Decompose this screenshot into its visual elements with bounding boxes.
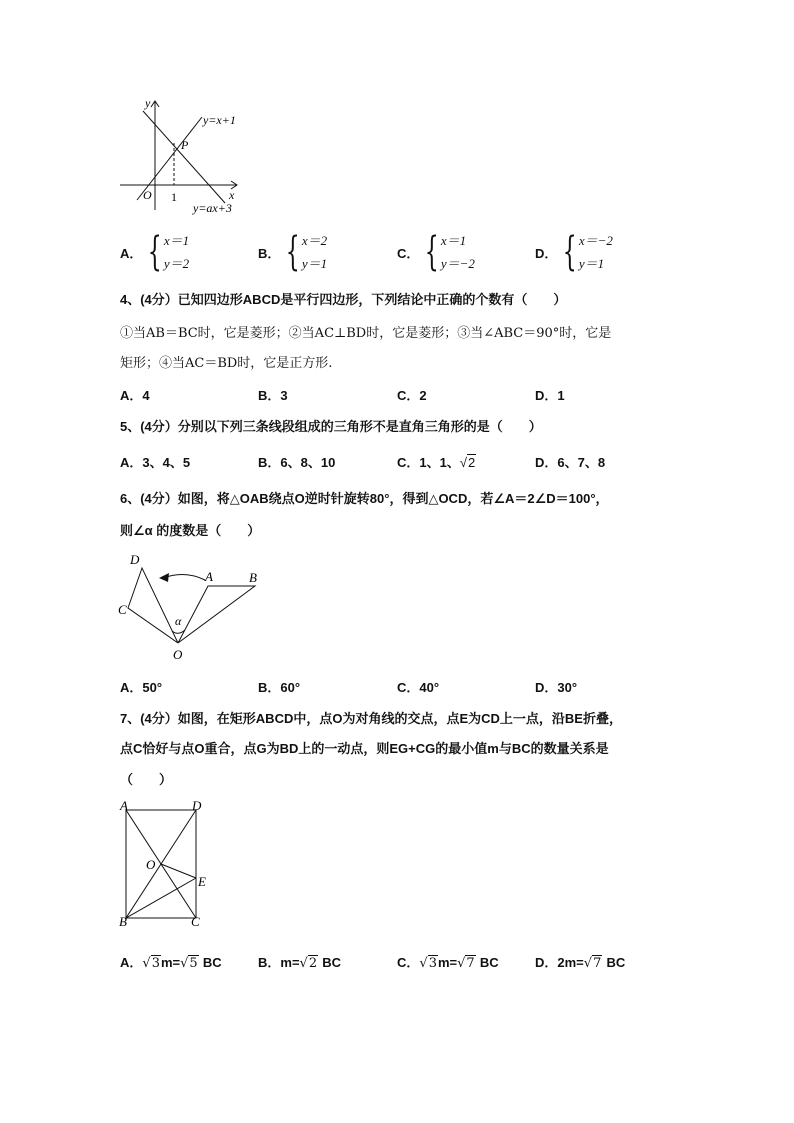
q3-option-d — [535, 229, 613, 275]
q7-option-a — [120, 952, 222, 971]
q6-option-a: A．50° — [120, 680, 163, 695]
arrow-head-icon — [159, 573, 169, 582]
y-axis-label: y — [145, 96, 151, 110]
eq-row: y＝1 — [301, 256, 328, 271]
q4-option-a: A．4 — [120, 388, 150, 403]
q4-option-c: C．2 — [397, 388, 427, 403]
q6-stem: 6、(4分）如图，将△OAB绕点O逆时针旋转80°，得到△OCD，若∠A＝2∠D＝100°， — [120, 491, 609, 506]
q6-figure — [115, 548, 270, 663]
brace-icon: { — [563, 229, 578, 275]
eq-row: y＝2 — [163, 256, 190, 271]
label-c: C — [118, 602, 127, 617]
point-p-label: P — [181, 138, 189, 152]
option-letter: D． — [535, 245, 558, 261]
label-a: A — [205, 569, 213, 584]
q3-option-a — [120, 229, 189, 275]
q4-line2: ①当AB＝BC时，它是菱形；②当AC⊥BD时，它是菱形；③当∠ABC＝90°时，它是 — [120, 326, 612, 341]
q5-stem: 5、(4分）分别以下列三条线段组成的三角形不是直角三角形的是（ ） — [120, 419, 542, 434]
eq-row: x＝−2 — [578, 233, 613, 248]
option-text: C．1、1、 — [397, 455, 460, 470]
sqrt-icon: √ — [299, 956, 308, 971]
q7-line2: 点C恰好与点O重合，点G为BD上的一动点，则EG+CG的最小值m与BC的数量关系是 — [120, 741, 609, 756]
sqrt-icon: √ — [583, 956, 593, 971]
q4-option-b: B．3 — [258, 388, 288, 403]
radicand: 7 — [593, 956, 602, 971]
eq-row: x＝2 — [301, 233, 328, 248]
option-letter: B． — [258, 245, 281, 261]
label-o: O — [173, 647, 183, 662]
q4-option-d: D．1 — [535, 388, 565, 403]
option-letter: C． — [397, 955, 420, 970]
option-letter: D． — [535, 955, 558, 970]
option-text: m= — [437, 955, 458, 970]
segment-oe — [161, 864, 196, 878]
label-a: A — [120, 798, 128, 813]
q3-option-c — [397, 229, 475, 275]
q3-option-b — [258, 229, 327, 275]
q4-line3: 矩形；④当AC＝BD时，它是正方形. — [120, 356, 333, 371]
sqrt-icon: √ — [419, 956, 428, 971]
q6-line2: 则∠α 的度数是（ ） — [120, 523, 261, 538]
sqrt-icon: √ — [457, 956, 466, 971]
q3-figure — [115, 95, 255, 220]
q6-option-c: C．40° — [397, 680, 440, 695]
line2-label: y=ax+3 — [193, 201, 232, 215]
option-text: BC — [479, 955, 499, 970]
q6-option-b: B．60° — [258, 680, 301, 695]
option-text: BC — [202, 955, 222, 970]
q7-stem: 7、(4分）如图，在矩形ABCD中，点O为对角线的交点，点E为CD上一点，沿BE折叠， — [120, 711, 622, 726]
sqrt-icon: √ — [459, 455, 467, 470]
radicand: 5 — [189, 956, 198, 971]
q6-option-d: D．30° — [535, 680, 578, 695]
label-d: D — [130, 552, 140, 567]
q4-stem: 4、(4分）已知四边形ABCD是平行四边形，下列结论中正确的个数有（ ） — [120, 292, 567, 307]
eq-row: y＝−2 — [440, 256, 475, 271]
label-o: O — [146, 857, 156, 872]
option-letter: A． — [120, 245, 143, 261]
origin-label: O — [143, 188, 152, 202]
q7-option-d — [535, 952, 625, 971]
radicand: 7 — [466, 956, 475, 971]
x-axis-label: x — [229, 188, 235, 202]
radicand: 3 — [151, 956, 160, 971]
label-b: B — [249, 570, 257, 585]
label-alpha: α — [175, 614, 182, 628]
label-c: C — [191, 914, 200, 929]
eq-row: x＝1 — [163, 233, 190, 248]
sqrt-icon: √ — [180, 956, 189, 971]
q7-option-b — [258, 952, 341, 971]
label-b: B — [119, 914, 127, 929]
q7-line3: （ ） — [120, 772, 173, 787]
q5-option-c — [397, 452, 476, 471]
option-letter: A． — [120, 955, 143, 970]
segment-be — [126, 878, 196, 918]
option-text: BC — [606, 955, 626, 970]
option-text: m= — [280, 955, 300, 970]
triangle-ocd — [128, 568, 178, 643]
option-text: m= — [160, 955, 181, 970]
brace-icon: { — [148, 229, 163, 275]
radicand: 3 — [428, 956, 437, 971]
rotation-arrow — [163, 574, 205, 580]
radicand: 2 — [468, 455, 476, 470]
tick-label: 1 — [171, 190, 177, 204]
radicand: 2 — [308, 956, 318, 971]
brace-icon: { — [286, 229, 301, 275]
q5-option-d: D．6、7、8 — [535, 455, 606, 470]
sqrt-icon: √ — [142, 956, 151, 971]
label-e: E — [198, 874, 206, 889]
label-d: D — [192, 798, 202, 813]
q5-option-b: B．6、8、10 — [258, 455, 336, 470]
option-text: BC — [322, 955, 342, 970]
q7-figure — [115, 798, 215, 930]
line1-label: y=x+1 — [203, 113, 236, 127]
brace-icon: { — [425, 229, 440, 275]
eq-row: y＝1 — [578, 256, 605, 271]
q7-option-c — [397, 952, 499, 971]
option-text: 2m= — [557, 955, 584, 970]
option-letter: C． — [397, 245, 420, 261]
option-letter: B． — [258, 955, 281, 970]
triangle-oab — [178, 586, 255, 643]
q5-option-a: A．3、4、5 — [120, 455, 191, 470]
eq-row: x＝1 — [440, 233, 467, 248]
